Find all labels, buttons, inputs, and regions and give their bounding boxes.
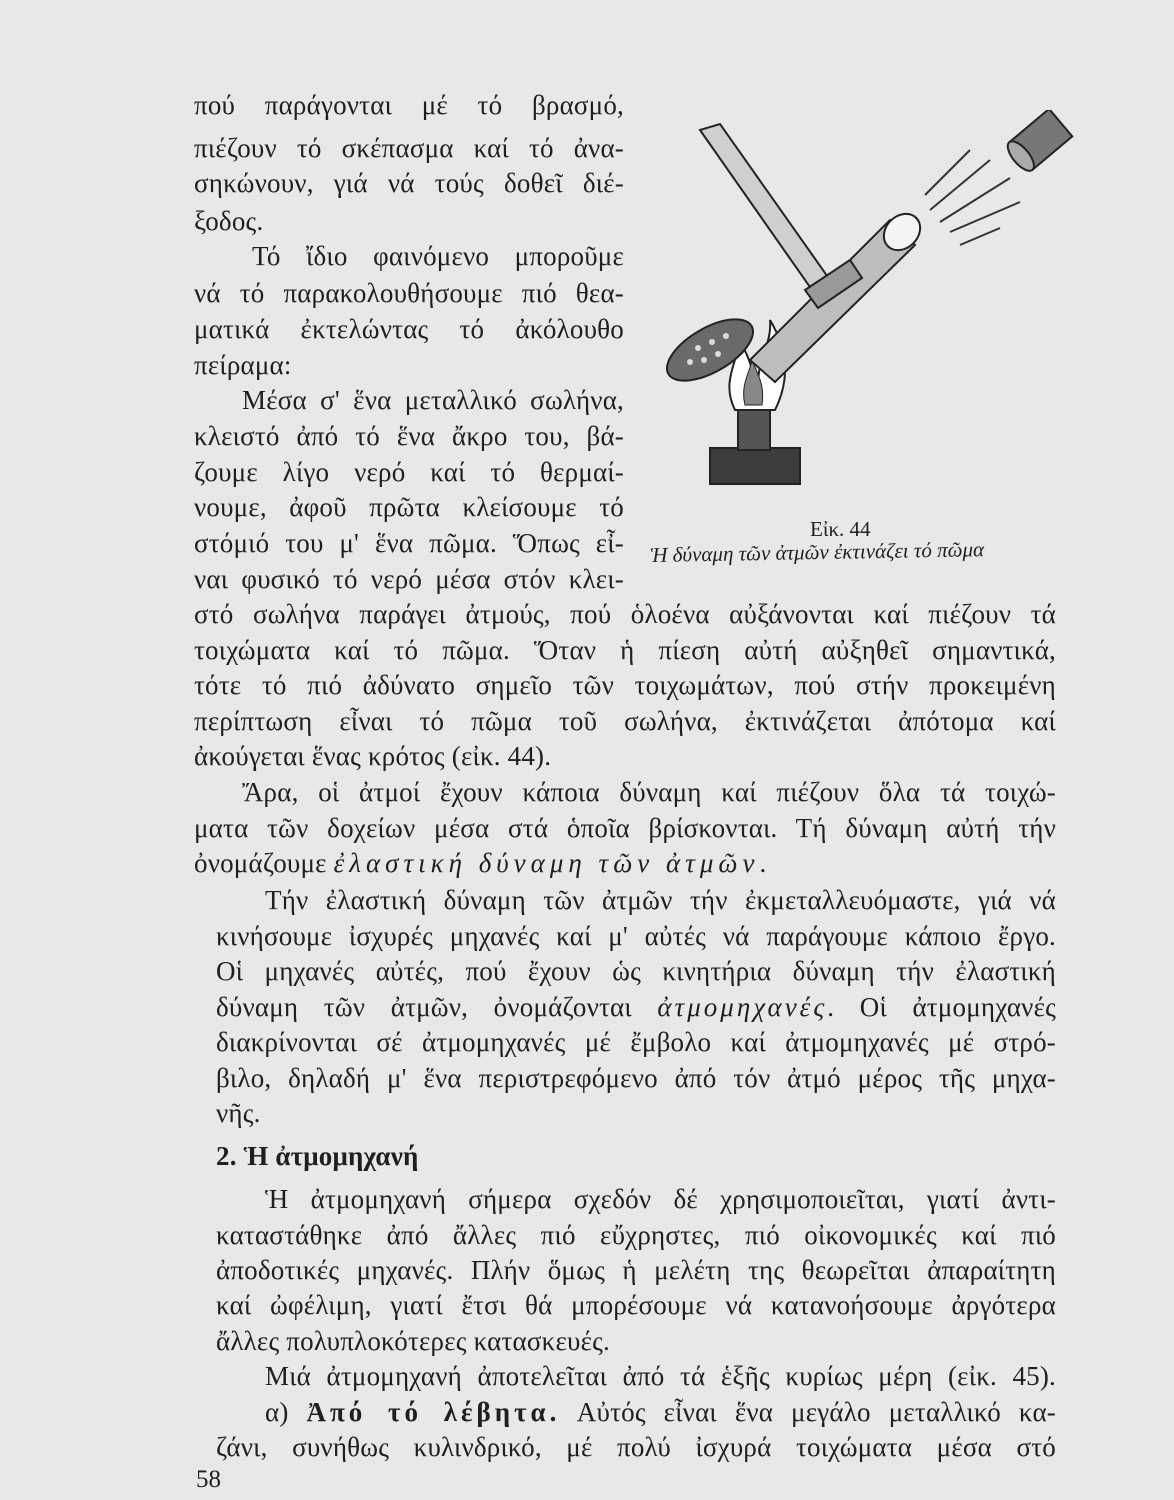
text-line: τότε τό πιό ἀδύνατο σημεῖο τῶν τοιχωμάτων, πού στήν προκειμένη bbox=[194, 670, 1056, 700]
term-emphasis: ἐλαστική δύναμη τῶν ἀτμῶν bbox=[333, 848, 760, 878]
text-line: νουμε, ἀφοῦ πρῶτα κλείσουμε τό bbox=[194, 492, 624, 522]
text-line: πείραμα: bbox=[194, 350, 292, 380]
figure-caption: Ἡ δύναμη τῶν ἀτμῶν ἐκτινάζει τό πῶμα bbox=[650, 537, 985, 567]
text-line: τοιχώματα καί τό πῶμα. Ὅταν ἡ πίεση αὐτή αὐξηθεῖ σημαντικά, bbox=[194, 635, 1056, 665]
text-line: ἀποδοτικές μηχανές. Πλήν ὅμως ἡ μελέτη της θεωρεῖται ἀπαραίτητη bbox=[216, 1255, 1056, 1285]
text-line bbox=[265, 1392, 1056, 1432]
section-heading: 2. Ἡ ἀτμομηχανή bbox=[216, 1141, 419, 1171]
text-line: πιέζουν τό σκέπασμα καί τό ἀνα- bbox=[194, 133, 624, 163]
figure-number: Εἰκ. 44 bbox=[810, 517, 871, 541]
text-line: ματικά ἐκτελώντας τό ἀκόλουθο bbox=[194, 314, 624, 344]
text-line: Μέσα σ' ἕνα μεταλλικό σωλήνα, bbox=[242, 385, 624, 415]
text-line: ζάνι, συνήθως κυλινδρικό, μέ πολύ ἰσχυρά τοιχώματα μέσα στό bbox=[216, 1432, 1056, 1462]
burner-stem bbox=[738, 410, 770, 450]
text-line: πού παράγονται μέ τό βρασμό, bbox=[194, 90, 624, 120]
steam-line bbox=[940, 178, 1010, 222]
text-span: Αὐτός εἶναι ἕνα μεγάλο μεταλλικό κα- bbox=[560, 1397, 1056, 1427]
steam-line bbox=[950, 202, 1020, 232]
steam-line bbox=[925, 150, 970, 195]
text-line: ζουμε λίγο νερό καί τό θερμαί- bbox=[194, 457, 624, 487]
text-line: Τό ἴδιο φαινόμενο μποροῦμε bbox=[252, 241, 624, 271]
flying-lid bbox=[1003, 110, 1072, 175]
text-line: διακρίνονται σέ ἀτμομηχανές μέ ἔμβολο καί ἀτμομηχανές μέ στρό- bbox=[216, 1027, 1056, 1057]
text-line: ξοδος. bbox=[194, 206, 264, 236]
page-number: 58 bbox=[196, 1466, 221, 1493]
steam-line bbox=[930, 160, 990, 210]
figure-44-illustration bbox=[640, 110, 1080, 510]
text-line: Ἄρα, οἱ ἀτμοί ἔχουν κάποια δύναμη καί πιέζουν ὅλα τά τοιχώ- bbox=[242, 777, 1056, 807]
text-line: νῆς. bbox=[216, 1098, 261, 1128]
text-line: Οἱ μηχανές αὐτές, πού ἔχουν ὡς κινητήρια δύναμη τήν ἐλαστική bbox=[216, 956, 1056, 986]
text-line: Ἡ ἀτμομηχανή σήμερα σχεδόν δέ χρησιμοποιεῖται, γιατί ἀντι- bbox=[265, 1184, 1056, 1214]
text-line: στό σωλήνα παράγει ἀτμούς, πού ὁλοένα αὐξάνονται καί πιέζουν τά bbox=[194, 599, 1056, 629]
text-line: νά τό παρακολουθήσουμε πιό θεα- bbox=[194, 278, 624, 308]
text-line: Μιά ἀτμομηχανή ἀποτελεῖται ἀπό τά ἑξῆς κυρίως μέρη (εἰκ. 45). bbox=[265, 1361, 1056, 1391]
text-span: α) bbox=[265, 1397, 307, 1427]
text-line: καί ὠφέλιμη, γιατί ἔτσι θά μπορέσουμε νά κατανοήσουμε ἀργότερα bbox=[216, 1290, 1056, 1320]
text-line: ἀκούγεται ἕνας κρότος (εἰκ. 44). bbox=[194, 741, 552, 771]
text-line: στόμιό του μ' ἕνα πῶμα. Ὅπως εἶ- bbox=[194, 528, 624, 558]
text-line: περίπτωση εἶναι τό πῶμα τοῦ σωλήνα, ἐκτινάζεται ἀπότομα καί bbox=[194, 706, 1056, 736]
text-line: καταστάθηκε ἀπό ἄλλες πιό εὔχρηστες, πιό οἰκονομικές καί πιό bbox=[216, 1220, 1056, 1250]
text-line: ματα τῶν δοχείων μέσα στά ὁποῖα βρίσκονται. Τή δύναμη αὐτή τήν bbox=[194, 813, 1056, 843]
text-line bbox=[194, 843, 766, 883]
text-span: . bbox=[759, 848, 767, 878]
text-line: ἄλλες πολυπλοκότερες κατασκευές. bbox=[216, 1326, 610, 1356]
text-line: κινήσουμε ἰσχυρές μηχανές καί μ' αὐτές νά παράγουμε κάποιο ἔργο. bbox=[216, 921, 1056, 951]
term-emphasis: ἀτμομηχανές bbox=[657, 992, 828, 1022]
text-line: ναι φυσικό τό νερό μέσα στόν κλει- bbox=[194, 564, 624, 594]
subsection-label: Ἀπό τό λέβητα. bbox=[306, 1397, 561, 1427]
text-span: ὀνομάζουμε bbox=[194, 848, 334, 878]
text-span: δύναμη τῶν ἀτμῶν, ὀνομάζονται bbox=[216, 992, 658, 1022]
text-span: . Οἱ ἀτμομηχανές bbox=[827, 992, 1056, 1022]
text-line bbox=[216, 987, 1056, 1027]
text-line: κλειστό ἀπό τό ἕνα ἄκρο του, βά- bbox=[194, 421, 624, 451]
text-line: βιλο, δηλαδή μ' ἕνα περιστρεφόμενο ἀπό τόν ἀτμό μέρος τῆς μηχα- bbox=[216, 1063, 1056, 1093]
burner-base bbox=[710, 448, 800, 484]
holder-handle bbox=[700, 124, 830, 290]
steam-line bbox=[960, 228, 1000, 245]
text-line: Τήν ἐλαστική δύναμη τῶν ἀτμῶν τήν ἐκμεταλλευόμαστε, γιά νά bbox=[265, 885, 1056, 915]
text-line: σηκώνουν, γιά νά τούς δοθεῖ διέ- bbox=[194, 168, 624, 198]
